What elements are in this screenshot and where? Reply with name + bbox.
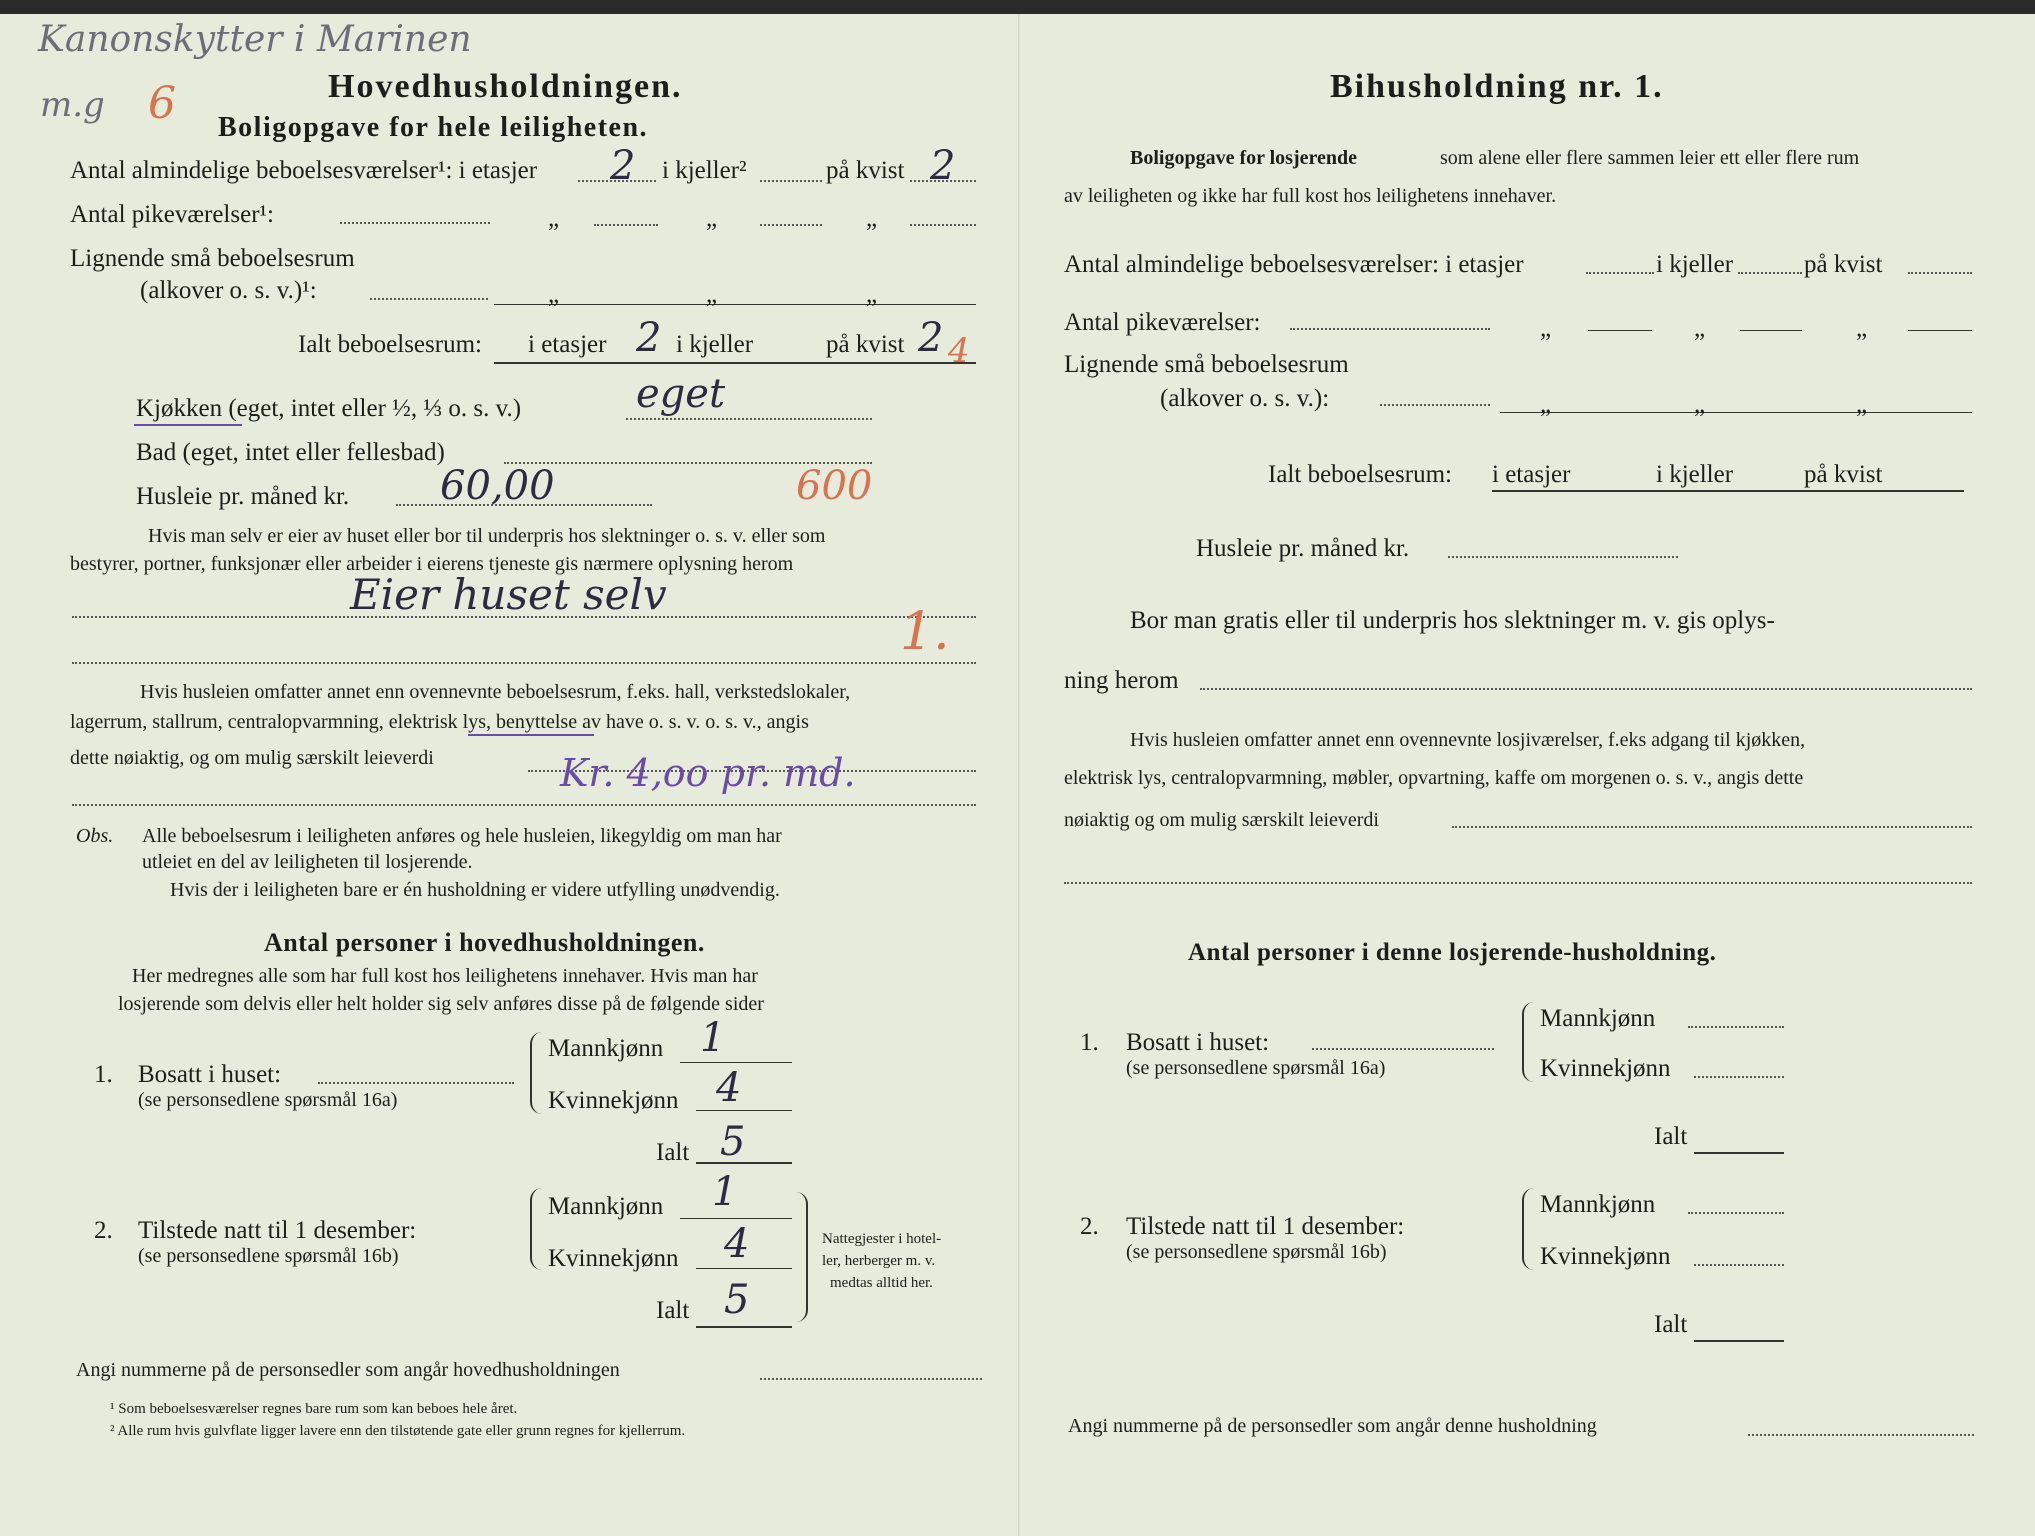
left-row3-field <box>494 304 976 305</box>
left-row3-ditto3: „ <box>866 281 878 308</box>
right-row3-field <box>1500 412 1972 413</box>
left-row4-etasjer-label: i etasjer <box>528 331 607 358</box>
right-row3-leader <box>1380 404 1490 406</box>
left-row3-label1: Lignende små beboelsesrum <box>70 245 355 272</box>
right-angi: Angi nummerne på de personsedler som angår denne husholdning <box>1068 1415 1597 1437</box>
left-nattegjester3: medtas alltid her. <box>830 1275 933 1291</box>
left-row1-kjeller-field <box>760 180 822 182</box>
left-omfatter3: dette nøiaktig, og om mulig særskilt leieverdi <box>70 747 434 769</box>
left-tilstede-brace <box>530 1188 542 1270</box>
left-tilstede-ialt-value: 5 <box>724 1277 750 1323</box>
left-bosatt-kvinne-value: 4 <box>716 1065 742 1111</box>
left-row4-underline <box>494 362 976 364</box>
left-bosatt-label: Bosatt i huset: <box>138 1061 282 1088</box>
left-page-title: Hovedhusholdningen. <box>328 68 683 105</box>
left-bosatt-sub: (se personsedlene spørsmål 16a) <box>138 1089 398 1111</box>
left-nattegjester2: ler, herberger m. v. <box>822 1253 936 1269</box>
right-row3-label1: Lignende små beboelsesrum <box>1064 351 1349 378</box>
right-gratis-field <box>1200 688 1972 690</box>
right-tilstede-mann-label: Mannkjønn <box>1540 1191 1656 1218</box>
right-intro1: som alene eller flere sammen leier ett eller flere rum <box>1440 147 1860 169</box>
right-row2-ditto1: „ <box>1540 315 1552 342</box>
right-tilstede-num: 2. <box>1080 1213 1099 1240</box>
left-kjokken-underline <box>134 424 242 426</box>
left-obs3: Hvis der i leiligheten bare er én husholdning er videre utfylling unødvendig. <box>170 879 780 901</box>
right-angi-field <box>1748 1434 1974 1436</box>
left-bosatt-mann-label: Mannkjønn <box>548 1035 664 1062</box>
right-tilstede-mann-field <box>1688 1212 1784 1214</box>
right-bosatt-ialt-field <box>1694 1152 1784 1154</box>
left-nattegjester1: Nattegjester i hotel- <box>822 1231 942 1247</box>
left-tilstede-sub: (se personsedlene spørsmål 16b) <box>138 1245 399 1267</box>
left-angi: Angi nummerne på de personsedler som angår hovedhusholdningen <box>76 1359 620 1381</box>
right-bosatt-label: Bosatt i huset: <box>1126 1029 1270 1056</box>
margin-note-red-mark: 6 <box>148 78 176 129</box>
right-row1-etasjer-field <box>1586 272 1654 274</box>
right-omfatter-field <box>1452 826 1972 828</box>
right-tilstede-kvinne-field <box>1694 1264 1784 1266</box>
left-bosatt-kvinne-field <box>696 1110 792 1111</box>
right-bosatt-kvinne-field <box>1694 1076 1784 1078</box>
left-tilstede-kvinne-value: 4 <box>724 1221 750 1267</box>
right-intro2: av leiligheten og ikke har full kost hos leilighetens innehaver. <box>1064 185 1557 207</box>
left-tilstede-right-brace <box>796 1192 808 1322</box>
left-husleie-label: Husleie pr. måned kr. <box>136 483 350 510</box>
left-row4-etasjer-value: 2 <box>636 315 662 361</box>
left-bosatt-ialt-value: 5 <box>720 1119 746 1165</box>
left-row2-field2 <box>760 224 822 226</box>
right-tilstede-label: Tilstede natt til 1 desember: <box>1126 1213 1405 1240</box>
left-kjokken-value: eget <box>636 371 726 417</box>
left-row2-leader <box>340 222 490 224</box>
right-row2-label: Antal pikeværelser: <box>1064 309 1261 336</box>
left-row4-kvist-value: 2 <box>918 315 944 361</box>
right-row1-kvist-field <box>1908 272 1972 274</box>
right-row2-ditto3: „ <box>1856 315 1868 342</box>
left-persons-text2: losjerende som delvis eller helt holder sig selv anføres disse på de følgende sider <box>118 993 764 1015</box>
left-obs1: Alle beboelsesrum i leiligheten anføres og hele husleien, likegyldig om man har <box>142 825 782 847</box>
right-row3-ditto1: „ <box>1540 391 1552 418</box>
left-bosatt-ialt-field <box>696 1162 792 1164</box>
left-bosatt-ialt-label: Ialt <box>656 1139 690 1166</box>
right-husleie-label: Husleie pr. måned kr. <box>1196 535 1410 562</box>
page-fold <box>1018 14 1022 1536</box>
right-row4-underline <box>1492 490 1964 492</box>
left-omfatter2: lagerrum, stallrum, centralopvarmning, elektrisk lys, benyttelse av have o. s. v. o. s. v., angis <box>70 711 809 733</box>
left-elektrisk-underline <box>468 734 594 736</box>
right-row1-label: Antal almindelige beboelsesværelser: i etasjer <box>1064 251 1524 278</box>
right-row1-kjeller-label: i kjeller <box>1656 251 1734 278</box>
left-persons-text1: Her medregnes alle som har full kost hos leilighetens innehaver. Hvis man har <box>132 965 758 987</box>
right-bosatt-mann-field <box>1688 1026 1784 1028</box>
left-bad-label: Bad (eget, intet eller fellesbad) <box>136 439 445 466</box>
right-row1-kvist-label: på kvist <box>1804 251 1883 278</box>
left-row3-ditto2: „ <box>706 281 718 308</box>
right-row4-etasjer-label: i etasjer <box>1492 461 1571 488</box>
right-row2-field2 <box>1740 330 1802 331</box>
left-row4-label: Ialt beboelsesrum: <box>298 331 482 358</box>
left-page-subtitle: Boligopgave for hele leiligheten. <box>218 112 649 143</box>
left-kjokken-field <box>626 418 872 420</box>
left-tilstede-num: 2. <box>94 1217 113 1244</box>
left-footnote2: ² Alle rum hvis gulvflate ligger lavere enn den tilstøtende gate eller grunn regnes for kjellerrum. <box>110 1423 686 1439</box>
left-eier-red-mark: 1. <box>900 602 950 662</box>
left-row1-kvist-label: på kvist <box>826 157 905 184</box>
left-kjokken-label: Kjøkken (eget, intet eller ½, ⅓ o. s. v.) <box>136 395 522 422</box>
left-eier-field2 <box>72 662 976 664</box>
right-row1-kjeller-field <box>1738 272 1802 274</box>
margin-note-line1: Kanonskytter i Marinen <box>38 19 472 60</box>
right-row4-label: Ialt beboelsesrum: <box>1268 461 1452 488</box>
right-omfatter-field2 <box>1064 882 1972 884</box>
right-tilstede-sub: (se personsedlene spørsmål 16b) <box>1126 1241 1387 1263</box>
left-row3-leader <box>370 298 488 300</box>
left-eier-value: Eier huset selv <box>350 570 667 619</box>
left-bosatt-leader <box>318 1082 514 1084</box>
left-row1-etasjer-value: 2 <box>610 143 636 189</box>
left-obs-label: Obs. <box>76 825 114 847</box>
right-gratis2: ning herom <box>1064 667 1179 694</box>
right-row2-field3 <box>1908 330 1972 331</box>
left-bosatt-mann-field <box>680 1062 792 1063</box>
right-tilstede-brace <box>1522 1188 1534 1270</box>
left-row2-label: Antal pikeværelser¹: <box>70 201 274 228</box>
right-tilstede-ialt-field <box>1694 1340 1784 1342</box>
left-row1-kvist-value: 2 <box>930 143 956 189</box>
right-gratis1: Bor man gratis eller til underpris hos slektninger m. v. gis oplys- <box>1130 607 1775 634</box>
left-omfatter1: Hvis husleien omfatter annet enn ovennevnte beboelsesrum, f.eks. hall, verkstedslokaler, <box>140 681 851 703</box>
left-bosatt-kvinne-label: Kvinnekjønn <box>548 1087 679 1114</box>
left-tilstede-label: Tilstede natt til 1 desember: <box>138 1217 417 1244</box>
right-row4-kvist-label: på kvist <box>1804 461 1883 488</box>
right-husleie-field <box>1448 556 1678 558</box>
left-row2-ditto2: „ <box>706 205 718 232</box>
left-eier-field <box>72 616 976 618</box>
right-row2-field1 <box>1588 330 1652 331</box>
left-persons-title: Antal personer i hovedhusholdningen. <box>264 928 705 957</box>
left-tilstede-mann-label: Mannkjønn <box>548 1193 664 1220</box>
right-row4-kjeller-label: i kjeller <box>1656 461 1734 488</box>
left-tilstede-mann-field <box>680 1218 792 1219</box>
left-tilstede-ialt-field <box>696 1326 792 1328</box>
left-footnote1: ¹ Som beboelsesværelser regnes bare rum som kan beboes hele året. <box>110 1401 518 1417</box>
left-row4-red-mark: 4 <box>948 331 970 371</box>
left-row1-kjeller-label: i kjeller² <box>662 157 747 184</box>
right-bosatt-mann-label: Mannkjønn <box>1540 1005 1656 1032</box>
left-row1-label: Antal almindelige beboelsesværelser¹: i etasjer <box>70 157 538 184</box>
left-row4-kjeller-label: i kjeller <box>676 331 754 358</box>
right-row3-label2: (alkover o. s. v.): <box>1160 385 1330 412</box>
left-bosatt-mann-value: 1 <box>700 1015 726 1061</box>
right-bosatt-sub: (se personsedlene spørsmål 16a) <box>1126 1057 1386 1079</box>
left-tilstede-kvinne-label: Kvinnekjønn <box>548 1245 679 1272</box>
left-omfatter-field2 <box>72 804 976 806</box>
right-tilstede-ialt-label: Ialt <box>1654 1311 1688 1338</box>
left-row2-field1 <box>594 224 658 226</box>
right-bosatt-leader <box>1312 1048 1494 1050</box>
right-omfatter3: nøiaktig og om mulig særskilt leieverdi <box>1064 809 1379 831</box>
right-row3-ditto3: „ <box>1856 391 1868 418</box>
right-row2-ditto2: „ <box>1694 315 1706 342</box>
left-angi-field <box>760 1378 982 1380</box>
right-page-title: Bihusholdning nr. 1. <box>1330 68 1664 105</box>
left-row2-field3 <box>910 224 976 226</box>
left-row3-ditto1: „ <box>548 281 560 308</box>
right-omfatter2: elektrisk lys, centralopvarmning, møbler, opvartning, kaffe om morgenen o. s. v., angis dette <box>1064 767 1804 789</box>
left-bosatt-num: 1. <box>94 1061 113 1088</box>
right-persons-title: Antal personer i denne losjerende-husholdning. <box>1188 939 1717 966</box>
left-eier-text2: bestyrer, portner, funksjonær eller arbeider i eierens tjeneste gis nærmere oplysning herom <box>70 553 794 575</box>
right-intro-bold: Boligopgave for losjerende <box>1130 147 1358 169</box>
left-row3-label2: (alkover o. s. v.)¹: <box>140 277 317 304</box>
left-row2-ditto3: „ <box>866 205 878 232</box>
left-tilstede-mann-value: 1 <box>712 1169 738 1215</box>
right-tilstede-kvinne-label: Kvinnekjønn <box>1540 1243 1671 1270</box>
left-tilstede-ialt-label: Ialt <box>656 1297 690 1324</box>
left-bosatt-brace <box>530 1032 542 1114</box>
right-bosatt-brace <box>1522 1002 1534 1082</box>
left-obs2: utleiet en del av leiligheten til losjerende. <box>142 851 473 873</box>
left-husleie-red-mark: 600 <box>796 463 873 509</box>
right-row3-ditto2: „ <box>1694 391 1706 418</box>
left-row2-ditto1: „ <box>548 205 560 232</box>
right-row2-leader <box>1290 328 1490 330</box>
left-eier-text1: Hvis man selv er eier av huset eller bor til underpris hos slektninger o. s. v. eller som <box>148 525 826 547</box>
right-bosatt-kvinne-label: Kvinnekjønn <box>1540 1055 1671 1082</box>
margin-note-line2: m.g <box>40 85 105 125</box>
left-tilstede-kvinne-field <box>696 1268 792 1269</box>
right-bosatt-num: 1. <box>1080 1029 1099 1056</box>
right-omfatter1: Hvis husleien omfatter annet enn ovennevnte losjiværelser, f.eks adgang til kjøkken, <box>1130 729 1806 751</box>
right-bosatt-ialt-label: Ialt <box>1654 1123 1688 1150</box>
left-omfatter-value: Kr. 4,oo pr. md. <box>560 751 856 795</box>
left-husleie-value: 60,00 <box>440 463 555 509</box>
left-row4-kvist-label: på kvist <box>826 331 905 358</box>
